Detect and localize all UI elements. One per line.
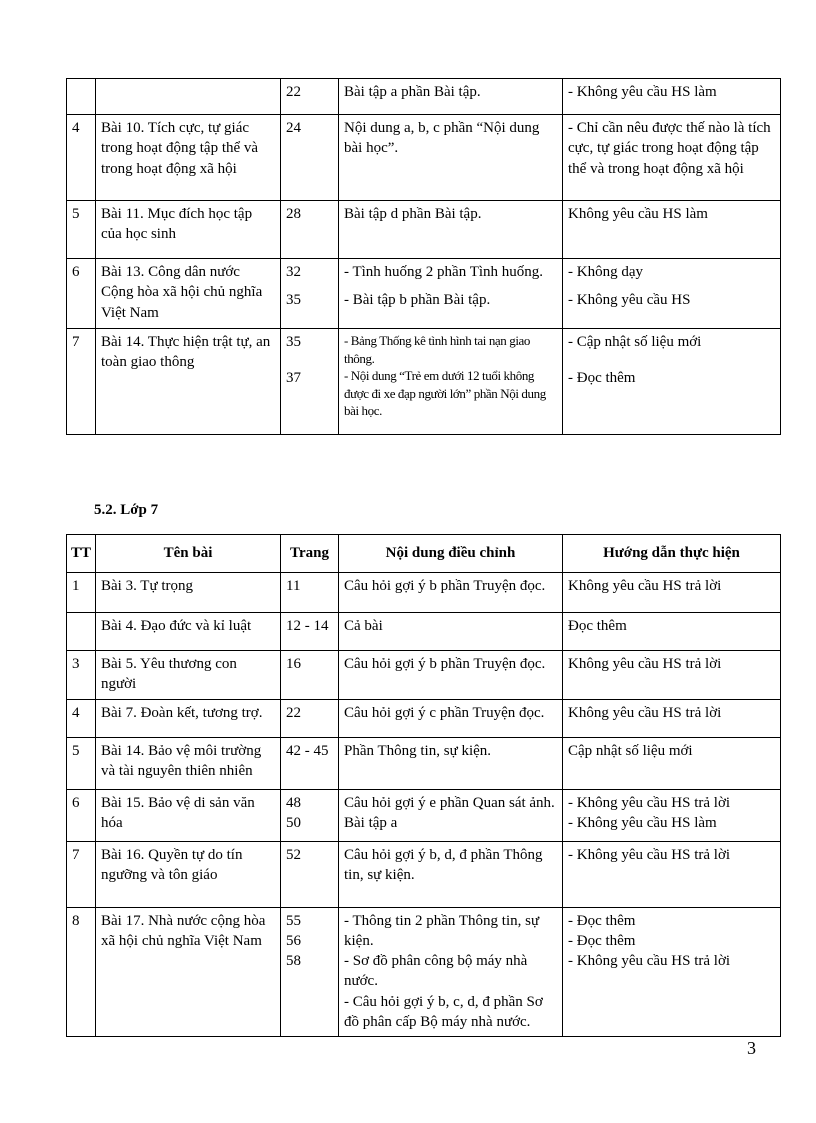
cell-trang: 11 [281, 573, 339, 613]
cell-huong-dan: Không yêu cầu HS trả lời [563, 651, 781, 700]
cell-noi-dung: Câu hỏi gợi ý b, d, đ phần Thông tin, sự kiện. [339, 841, 563, 907]
cell-noi-dung: Phần Thông tin, sự kiện. [339, 737, 563, 789]
cell-ten-bai: Bài 5. Yêu thương con người [96, 651, 281, 700]
cell-tt: 5 [67, 201, 96, 259]
cell-huong-dan: Cập nhật số liệu mới [563, 737, 781, 789]
table-row [67, 329, 781, 435]
cell-ten-bai: Bài 11. Mục đích học tập của học sinh [96, 201, 281, 259]
cell-tt [67, 79, 96, 115]
cell-noi-dung: Câu hỏi gợi ý e phần Quan sát ảnh. Bài tập a [339, 789, 563, 841]
header-noi-dung: Nội dung điều chỉnh [339, 535, 563, 573]
header-tt: TT [67, 535, 96, 573]
cell-ten-bai: Bài 16. Quyền tự do tín ngưỡng và tôn giáo [96, 841, 281, 907]
table-row [67, 259, 781, 329]
header-trang: Trang [281, 535, 339, 573]
cell-huong-dan: Không yêu cầu HS làm [563, 201, 781, 259]
cell-tt: 5 [67, 737, 96, 789]
header-ten-bai: Tên bài [96, 535, 281, 573]
cell-trang: 55 56 58 [281, 907, 339, 1037]
cell-noi-dung: - Bảng Thống kê tình hình tai nạn giao thông. - Nội dung “Trẻ em dưới 12 tuổi không được đi xe đạp người lớn” phần Nội dung bài học. [339, 329, 563, 435]
cell-noi-dung: Bài tập a phần Bài tập. [339, 79, 563, 115]
cell-huong-dan: - Không yêu cầu HS trả lời - Không yêu cầu HS làm [563, 789, 781, 841]
cell-ten-bai: Bài 15. Bảo vệ di sản văn hóa [96, 789, 281, 841]
cell-trang: 12 - 14 [281, 613, 339, 651]
cell-huong-dan: - Không yêu cầu HS làm [563, 79, 781, 115]
table-row [67, 737, 781, 789]
cell-noi-dung: Câu hỏi gợi ý b phần Truyện đọc. [339, 651, 563, 700]
table-lop-6-continued [66, 78, 781, 435]
cell-ten-bai: Bài 10. Tích cực, tự giác trong hoạt động tập thể và trong hoạt động xã hội [96, 115, 281, 201]
cell-noi-dung: Bài tập d phần Bài tập. [339, 201, 563, 259]
table-row [67, 841, 781, 907]
cell-ten-bai: Bài 7. Đoàn kết, tương trợ. [96, 699, 281, 737]
cell-tt [67, 613, 96, 651]
cell-huong-dan: Không yêu cầu HS trả lời [563, 573, 781, 613]
cell-ten-bai: Bài 13. Công dân nước Cộng hòa xã hội chủ nghĩa Việt Nam [96, 259, 281, 329]
cell-trang: 24 [281, 115, 339, 201]
cell-ten-bai: Bài 14. Thực hiện trật tự, an toàn giao thông [96, 329, 281, 435]
cell-ten-bai: Bài 4. Đạo đức và kỉ luật [96, 613, 281, 651]
cell-huong-dan: Không yêu cầu HS trả lời [563, 699, 781, 737]
cell-trang: 48 50 [281, 789, 339, 841]
table-row [67, 79, 781, 115]
cell-tt: 8 [67, 907, 96, 1037]
cell-tt: 7 [67, 841, 96, 907]
cell-noi-dung: - Thông tin 2 phần Thông tin, sự kiện. - Sơ đồ phân công bộ máy nhà nước. - Câu hỏi gợi ý b, c, d, đ phần Sơ đồ phân cấp Bộ máy nhà nước. [339, 907, 563, 1037]
cell-trang: 16 [281, 651, 339, 700]
table-row [67, 789, 781, 841]
table-row [67, 115, 781, 201]
cell-huong-dan: - Cập nhật số liệu mới - Đọc thêm [563, 329, 781, 435]
cell-ten-bai: Bài 17. Nhà nước cộng hòa xã hội chủ nghĩa Việt Nam [96, 907, 281, 1037]
table-header-row [67, 535, 781, 573]
cell-ten-bai: Bài 3. Tự trọng [96, 573, 281, 613]
cell-huong-dan: - Chỉ cần nêu được thế nào là tích cực, tự giác trong hoạt động tập thể và trong hoạt động xã hội [563, 115, 781, 201]
cell-tt: 4 [67, 115, 96, 201]
cell-tt: 1 [67, 573, 96, 613]
cell-trang: 28 [281, 201, 339, 259]
table-row [67, 573, 781, 613]
cell-tt: 6 [67, 259, 96, 329]
cell-noi-dung: - Tình huống 2 phần Tình huống. - Bài tập b phần Bài tập. [339, 259, 563, 329]
cell-tt: 7 [67, 329, 96, 435]
cell-huong-dan: Đọc thêm [563, 613, 781, 651]
cell-ten-bai [96, 79, 281, 115]
cell-trang: 52 [281, 841, 339, 907]
cell-huong-dan: - Đọc thêm - Đọc thêm - Không yêu cầu HS trả lời [563, 907, 781, 1037]
page-number: 3 [747, 1038, 756, 1058]
table-row [67, 907, 781, 1037]
cell-trang: 32 35 [281, 259, 339, 329]
cell-trang: 22 [281, 79, 339, 115]
cell-ten-bai: Bài 14. Bảo vệ môi trường và tài nguyên thiên nhiên [96, 737, 281, 789]
cell-noi-dung: Câu hỏi gợi ý b phần Truyện đọc. [339, 573, 563, 613]
cell-tt: 6 [67, 789, 96, 841]
cell-tt: 3 [67, 651, 96, 700]
table-row [67, 651, 781, 700]
cell-huong-dan: - Không yêu cầu HS trả lời [563, 841, 781, 907]
cell-huong-dan: - Không dạy - Không yêu cầu HS [563, 259, 781, 329]
cell-trang: 42 - 45 [281, 737, 339, 789]
cell-trang: 22 [281, 699, 339, 737]
cell-noi-dung: Nội dung a, b, c phần “Nội dung bài học”. [339, 115, 563, 201]
section-heading: 5.2. Lớp 7 [94, 502, 159, 518]
table-lop-7 [66, 534, 781, 1037]
cell-trang: 35 37 [281, 329, 339, 435]
table-row [67, 613, 781, 651]
cell-tt: 4 [67, 699, 96, 737]
table-row [67, 201, 781, 259]
cell-noi-dung: Câu hỏi gợi ý c phần Truyện đọc. [339, 699, 563, 737]
cell-noi-dung: Cả bài [339, 613, 563, 651]
table-row [67, 699, 781, 737]
header-huong-dan: Hướng dẫn thực hiện [563, 535, 781, 573]
